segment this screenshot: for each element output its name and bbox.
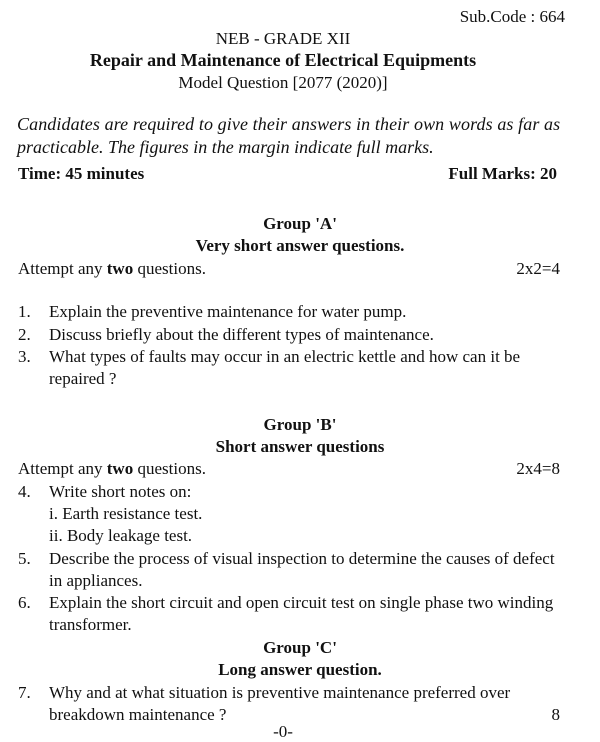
group-a-marks: 2x2=4 — [516, 259, 560, 278]
subject-title: Repair and Maintenance of Electrical Equipments — [89, 50, 477, 70]
group-a-title: Group 'A' — [263, 214, 337, 233]
group-c-subtitle: Long answer question. — [218, 660, 382, 679]
question-4-item-ii: ii. Body leakage test. — [49, 526, 193, 545]
page-number: -0- — [273, 722, 293, 741]
question-7-marks: 8 — [551, 705, 560, 724]
question-3-cont: repaired ? — [49, 369, 117, 388]
group-a-attempt: Attempt any two questions. — [18, 259, 206, 278]
group-c-title: Group 'C' — [263, 638, 337, 657]
question-5-cont: in appliances. — [49, 571, 143, 590]
question-7-cont: breakdown maintenance ? — [49, 705, 227, 724]
group-b-attempt: Attempt any two questions. — [18, 459, 206, 478]
group-b-marks: 2x4=8 — [516, 459, 560, 478]
full-marks: Full Marks: 20 — [448, 164, 557, 183]
time-allowed: Time: 45 minutes — [18, 164, 145, 183]
group-b-subtitle: Short answer questions — [215, 437, 385, 456]
group-a-subtitle: Very short answer questions. — [195, 236, 405, 255]
model-question: Model Question [2077 (2020)] — [178, 73, 388, 92]
instructions-line-1: Candidates are required to give their answers in their own words as far as — [17, 114, 561, 134]
question-6-cont: transformer. — [49, 615, 132, 634]
sub-code: Sub.Code : 664 — [459, 7, 565, 26]
board-grade: NEB - GRADE XII — [215, 29, 351, 48]
group-b-title: Group 'B' — [263, 415, 337, 434]
instructions-line-2: practicable. The figures in the margin indicate full marks. — [17, 137, 434, 157]
question-4-item-i: i. Earth resistance test. — [49, 504, 203, 523]
